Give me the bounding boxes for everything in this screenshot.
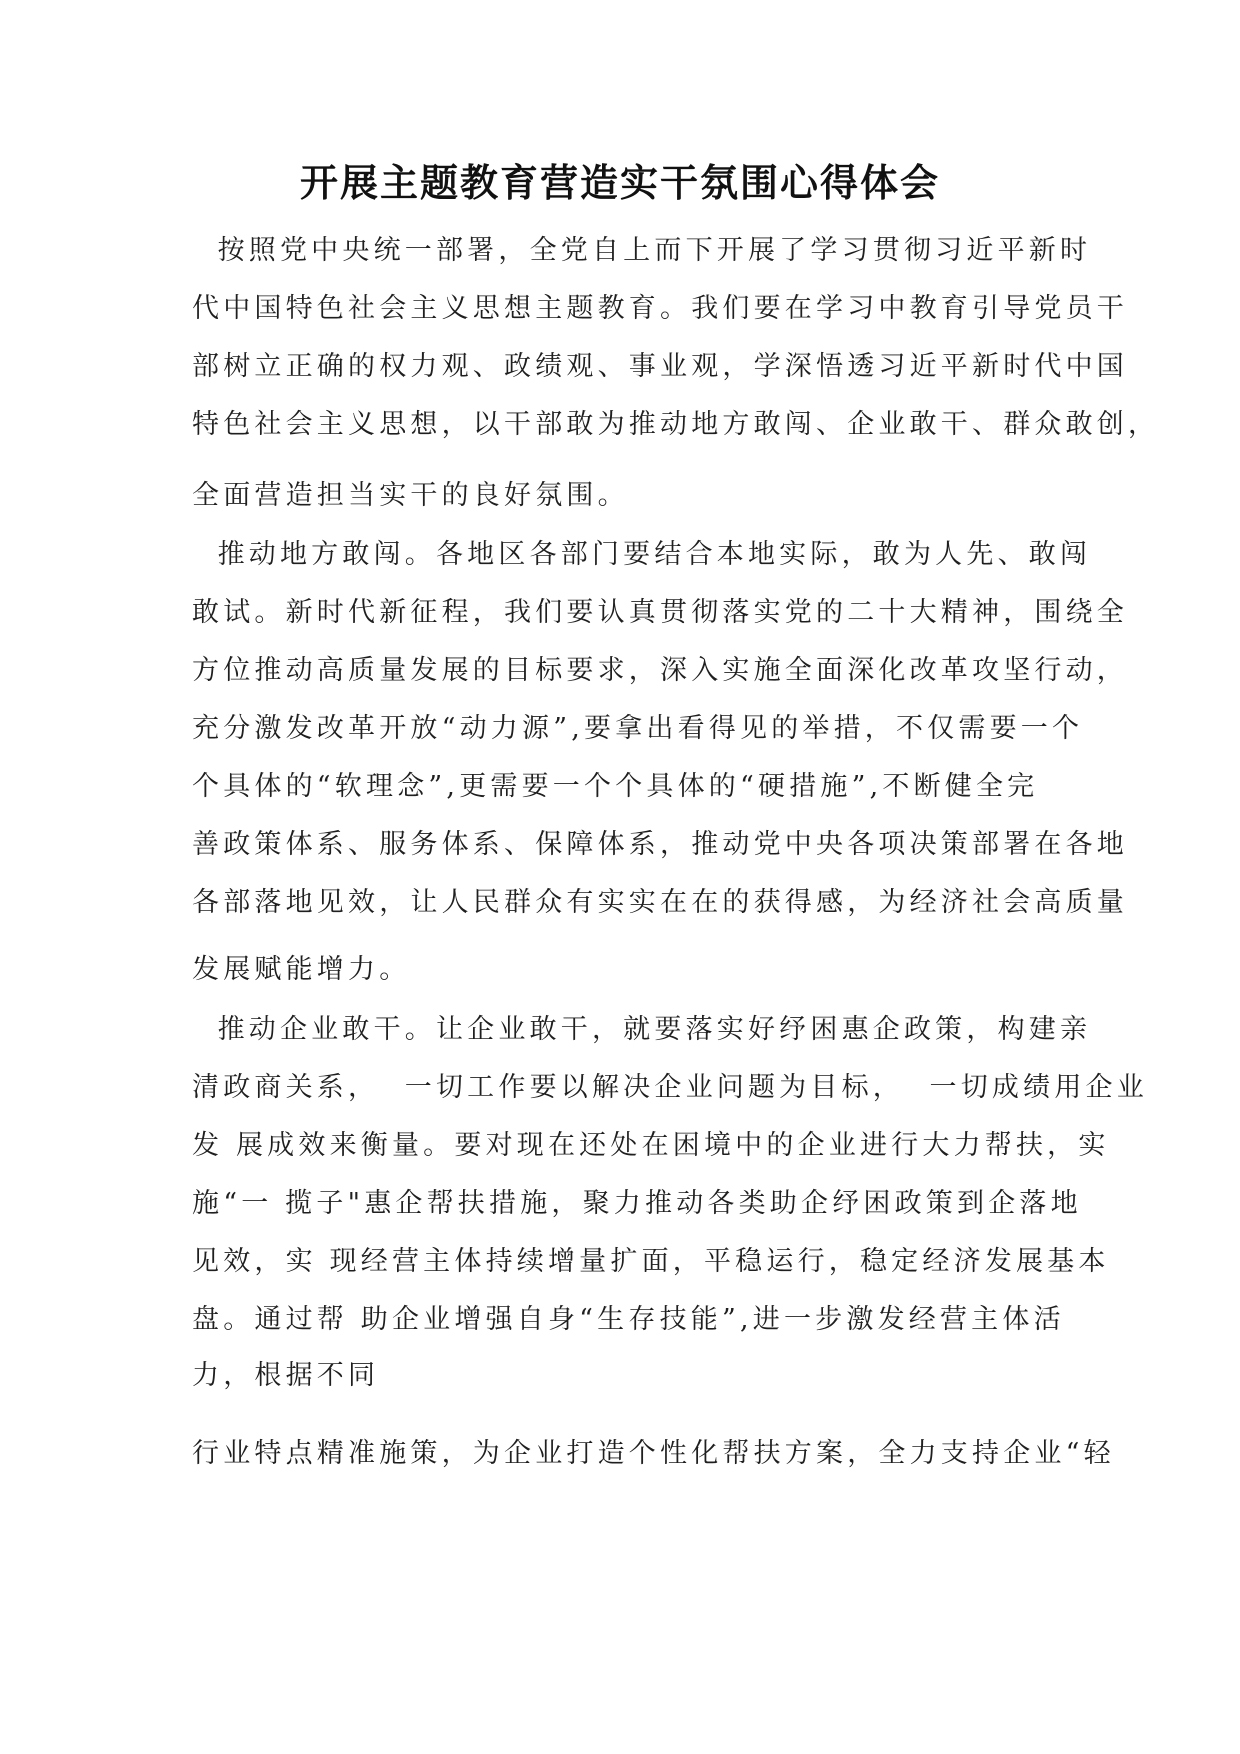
- body-line: 按照党中央统一部署，全党自上而下开展了学习贯彻习近平新时: [192, 235, 1092, 266]
- body-line: 推动地方敢闯。各地区各部门要结合本地实际，敢为人先、敢闯: [192, 539, 1092, 570]
- body-line: 见效，实 现经营主体持续增量扩面，平稳运行，稳定经济发展基本: [192, 1246, 1110, 1277]
- body-line: 推动企业敢干。让企业敢干，就要落实好纾困惠企政策，构建亲: [192, 1014, 1092, 1045]
- document-title: 开展主题教育营造实干氛围心得体会: [299, 161, 940, 205]
- body-line: 代中国特色社会主义思想主题教育。我们要在学习中教育引导党员干: [192, 293, 1128, 324]
- body-line: 盘。通过帮 助企业增强自身“生存技能”,进一步激发经营主体活: [192, 1304, 1065, 1335]
- body-line: 发展赋能增力。: [192, 954, 411, 985]
- body-line: 施“一 揽子"惠企帮扶措施，聚力推动各类助企纾困政策到企落地: [192, 1188, 1082, 1219]
- body-line: 各部落地见效，让人民群众有实实在在的获得感，为经济社会高质量: [192, 887, 1128, 918]
- body-line: 部树立正确的权力观、政绩观、事业观，学深悟透习近平新时代中国: [192, 351, 1128, 382]
- body-line: 敢试。新时代新征程，我们要认真贯彻落实党的二十大精神，围绕全: [192, 597, 1128, 628]
- body-line: 力，根据不同: [192, 1360, 380, 1391]
- body-line: 善政策体系、服务体系、保障体系，推动党中央各项决策部署在各地: [192, 829, 1128, 860]
- body-line: 充分激发改革开放“动力源”,要拿出看得见的举措，不仅需要一个: [192, 713, 1084, 744]
- body-line: 发 展成效来衡量。要对现在还处在困境中的企业进行大力帮扶，实: [192, 1130, 1110, 1161]
- body-line: 清政商关系， 一切工作要以解决企业问题为目标， 一切成绩用企业: [192, 1072, 1148, 1103]
- body-line: 全面营造担当实干的良好氛围。: [192, 480, 629, 511]
- body-line: 个具体的“软理念”,更需要一个个具体的“硬措施”,不断健全完: [192, 771, 1039, 802]
- body-line: 方位推动高质量发展的目标要求，深入实施全面深化改革攻坚行动，: [192, 655, 1128, 686]
- body-line: 特色社会主义思想，以干部敢为推动地方敢闯、企业敢干、群众敢创，: [192, 409, 1160, 440]
- body-line: 行业特点精准施策，为企业打造个性化帮扶方案，全力支持企业“轻: [192, 1438, 1115, 1469]
